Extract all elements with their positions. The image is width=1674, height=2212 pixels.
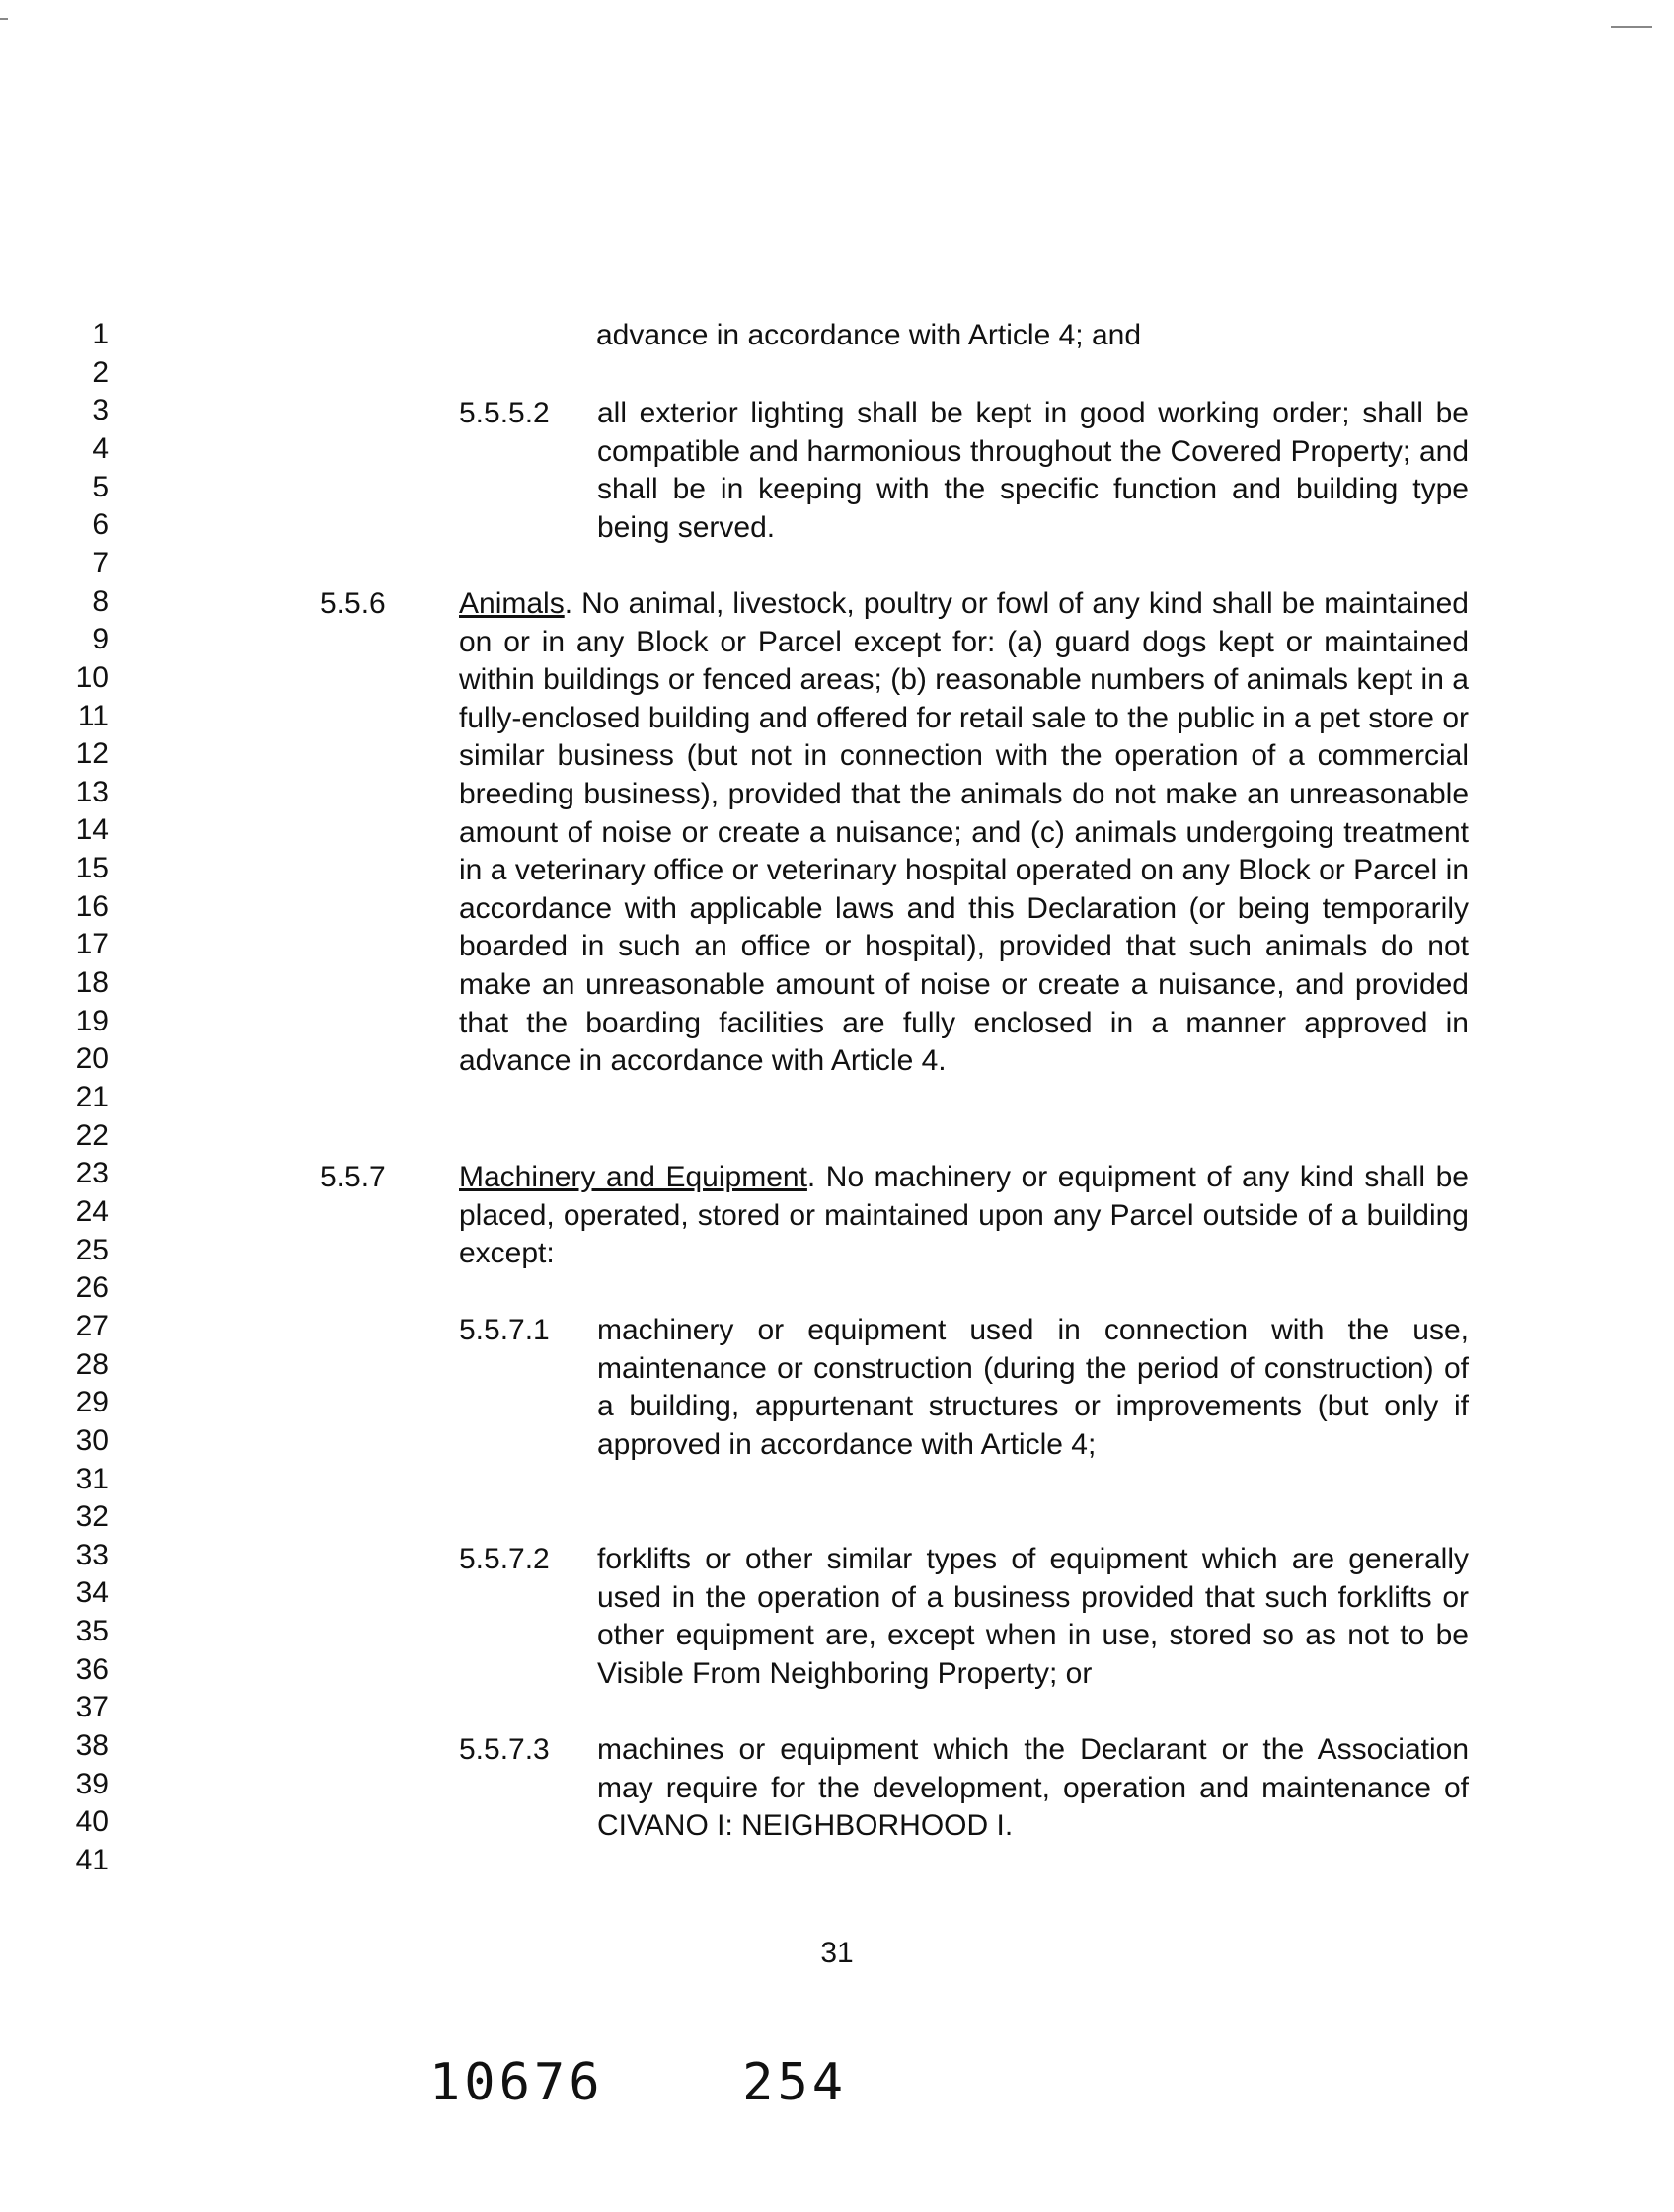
section-5-5-5-2-text: all exterior lighting shall be kept in good working order; shall be compatible and harmonious throughout the Covered Property; and shall be in keeping with the specific function and building type being served. xyxy=(597,397,1469,544)
line-number: 33 xyxy=(75,1538,109,1571)
line-number: 6 xyxy=(92,508,109,542)
line-number: 31 xyxy=(75,1462,109,1495)
line-number: 3 xyxy=(92,394,109,427)
line-number: 10 xyxy=(75,660,109,694)
line-number: 21 xyxy=(75,1081,109,1113)
section-number-5-5-7-3: 5.5.7.3 xyxy=(459,1733,550,1766)
line-number: 38 xyxy=(75,1729,109,1763)
line-number: 35 xyxy=(75,1615,109,1648)
line-number: 4 xyxy=(92,431,109,465)
line-number: 5 xyxy=(92,470,109,503)
line-number: 8 xyxy=(92,584,109,618)
line-number: 9 xyxy=(92,623,109,656)
line-number: 1 xyxy=(92,318,109,350)
line-number: 24 xyxy=(75,1194,109,1228)
line-number: 7 xyxy=(92,546,109,579)
section-5-5-6-body: . No animal, livestock, poultry or fowl of any kind shall be maintained on or in any Block or Parcel except for: (a) guard dogs kept or maintained within buildings or fenced areas; (b) reasonable numbers of animals kept in a fully-enclosed building and offered for retail sale to the public in a pet store or similar business (but not in connection with the operation of a commercial breeding business), provided that the animals do not make an unreasonable amount of noise or create a nuisance; and (c) animals undergoing treatment in a veterinary office or veterinary hospital operated on any Block or Parcel in accordance with applicable laws and this Declaration (or being temporarily boarded in such an office or hospital), provided that such animals do not make an unreasonable amount of noise or create a nuisance, and provided that the boarding facilities are fully enclosed in a manner approved in advance in accordance with Article 4. xyxy=(459,587,1469,1078)
line-number: 13 xyxy=(75,775,109,808)
line-number: 12 xyxy=(75,737,109,771)
line-number: 30 xyxy=(75,1423,109,1457)
line-number: 36 xyxy=(75,1652,109,1686)
section-5-5-6-title: Animals xyxy=(459,587,565,620)
line-number: 22 xyxy=(75,1118,109,1152)
section-5-5-7-3-text: machines or equipment which the Declarant or the Association may require for the development, operation and maintenance of CIVANO I: NEIGHBORHOOD I. xyxy=(597,1733,1469,1843)
line-number: 39 xyxy=(75,1767,109,1800)
line-number: 29 xyxy=(75,1386,109,1419)
page-number: 31 xyxy=(820,1937,854,1969)
stamp-page-number: 254 xyxy=(742,2053,848,2112)
section-5-5-6-text xyxy=(459,585,1469,1081)
section-5-5-7-text xyxy=(459,1159,1469,1273)
line-number: 16 xyxy=(75,889,109,923)
line-number: 18 xyxy=(75,966,109,1000)
section-number-5-5-7-1: 5.5.7.1 xyxy=(459,1314,550,1346)
line-number: 11 xyxy=(77,699,109,732)
section-5-5-7-2-text: forklifts or other similar types of equipment which are generally used in the operation of a business provided that such forklifts or other equipment are, except when in use, stored so as not to be Visible From Neighboring Property; or xyxy=(597,1543,1469,1690)
line-number: 37 xyxy=(75,1691,109,1724)
line-number: 32 xyxy=(75,1500,109,1534)
scan-mark-right xyxy=(1611,26,1652,28)
line-number: 34 xyxy=(75,1576,109,1610)
stamp-book-number: 10676 xyxy=(429,2053,604,2112)
section-number-5-5-6: 5.5.6 xyxy=(320,587,386,620)
continuation-text: advance in accordance with Article 4; and xyxy=(596,319,1141,351)
line-number: 14 xyxy=(75,813,109,847)
section-number-5-5-7: 5.5.7 xyxy=(320,1161,386,1193)
line-number: 23 xyxy=(75,1157,109,1190)
recording-stamp xyxy=(429,2053,847,2112)
line-number: 25 xyxy=(75,1233,109,1266)
line-number: 40 xyxy=(75,1805,109,1839)
line-number: 17 xyxy=(75,928,109,961)
line-number: 26 xyxy=(75,1271,109,1305)
line-number: 19 xyxy=(75,1004,109,1037)
scan-mark-left xyxy=(0,18,8,20)
section-5-5-7-title: Machinery and Equipment xyxy=(459,1161,807,1193)
line-number: 2 xyxy=(92,355,109,389)
line-number: 15 xyxy=(75,852,109,885)
section-number-5-5-5-2: 5.5.5.2 xyxy=(459,397,550,429)
line-number: 41 xyxy=(75,1844,109,1876)
line-number: 28 xyxy=(75,1347,109,1381)
line-number: 27 xyxy=(75,1309,109,1342)
line-number: 20 xyxy=(75,1042,109,1076)
section-5-5-7-body: . No machinery or equipment of any kind shall be placed, operated, stored or maintained upon any Parcel outside of a building except: xyxy=(459,1161,1469,1270)
section-5-5-7-1-text: machinery or equipment used in connection with the use, maintenance or construction (during the period of construction) of a building, appurtenant structures or improvements (but only if approved in accordance with Article 4; xyxy=(597,1314,1469,1461)
section-number-5-5-7-2: 5.5.7.2 xyxy=(459,1543,550,1575)
